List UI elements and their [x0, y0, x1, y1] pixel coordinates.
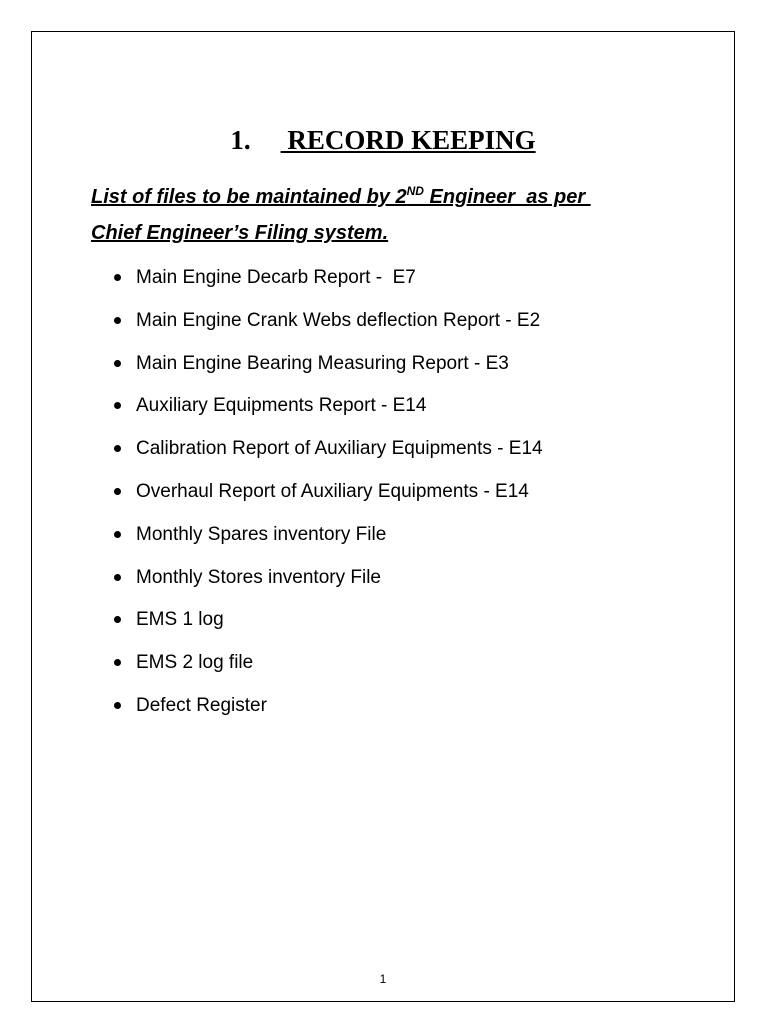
list-item-text: Auxiliary Equipments Report - E14 — [136, 395, 427, 417]
section-number: 1. — [230, 125, 251, 155]
list-item-text: Calibration Report of Auxiliary Equipments - E14 — [136, 438, 543, 460]
list-item — [108, 300, 543, 343]
list-item — [108, 514, 543, 557]
list-item-text: Monthly Stores inventory File — [136, 566, 381, 588]
bullet-icon — [114, 445, 121, 452]
bullet-icon — [114, 702, 121, 709]
bullet-icon — [114, 317, 121, 324]
subtitle-line-1-suffix: Engineer as per — [423, 186, 591, 208]
bullet-icon — [114, 616, 121, 623]
list-item-text: Monthly Spares inventory File — [136, 523, 387, 545]
subtitle-superscript: ND — [406, 184, 424, 198]
file-list — [108, 257, 543, 728]
subtitle-line-1 — [91, 179, 711, 215]
page-number: 1 — [379, 972, 387, 986]
section-heading — [32, 125, 734, 156]
list-item — [108, 428, 543, 471]
list-item — [108, 599, 543, 642]
list-item-text: Overhaul Report of Auxiliary Equipments - E14 — [136, 480, 529, 502]
list-item — [108, 685, 543, 728]
bullet-icon — [114, 402, 121, 409]
list-item-text: EMS 2 log file — [136, 652, 254, 674]
section-title: RECORD KEEPING — [280, 125, 536, 155]
subtitle-line-2: Chief Engineer’s Filing system. — [91, 222, 389, 244]
list-item — [108, 642, 543, 685]
list-item-text: Defect Register — [136, 694, 267, 716]
bullet-icon — [114, 531, 121, 538]
list-item-text: Main Engine Bearing Measuring Report - E3 — [136, 352, 509, 374]
bullet-icon — [114, 274, 121, 281]
bullet-icon — [114, 360, 121, 367]
subtitle-line-1-prefix: List of files to be maintained by 2 — [91, 186, 407, 208]
document-page — [31, 31, 735, 1002]
list-item-text: Main Engine Crank Webs deflection Report - E2 — [136, 309, 541, 331]
list-item — [108, 471, 543, 514]
list-item — [108, 385, 543, 428]
bullet-icon — [114, 659, 121, 666]
bullet-icon — [114, 488, 121, 495]
list-item — [108, 343, 543, 386]
list-item — [108, 557, 543, 600]
list-item-text: Main Engine Decarb Report - E7 — [136, 267, 416, 288]
bullet-icon — [114, 574, 121, 581]
list-item-text: EMS 1 log — [136, 609, 224, 631]
list-item — [108, 257, 543, 300]
subtitle — [91, 179, 711, 251]
